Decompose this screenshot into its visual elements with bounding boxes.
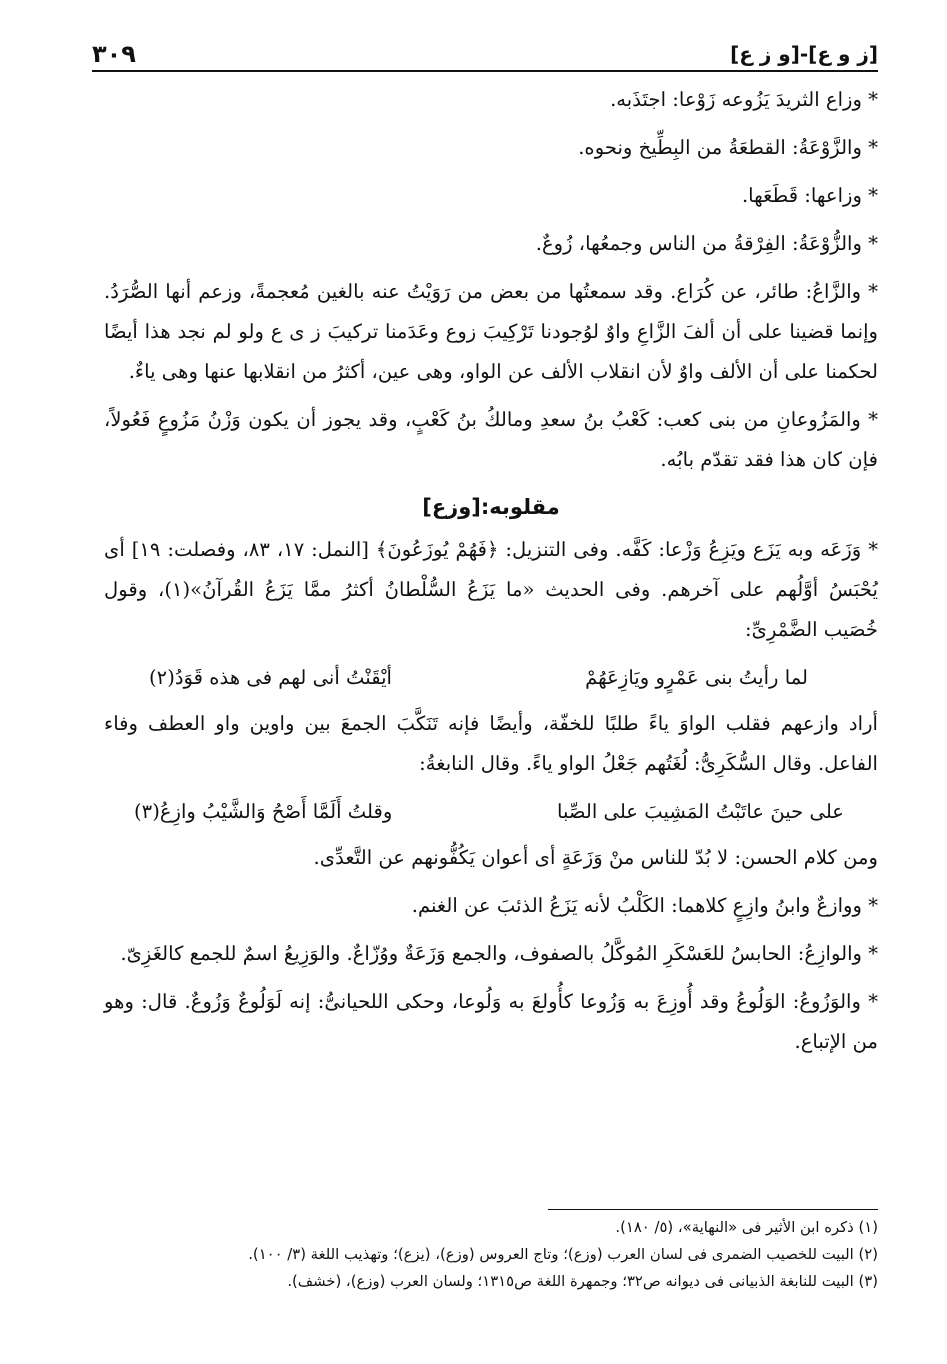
footnote: (٢) البيت للخصيب الضمرى فى لسان العرب (وزع)؛ وتاج العروس (وزع)، (يزع)؛ وتهذيب اللغة (٣/ ١٠٠). (248, 1246, 878, 1263)
poetry-verse (104, 792, 878, 832)
entry-paragraph: ومن كلام الحسن: لا بُدّ للناس منْ وَزَعَةٍ أى أعوان يَكُفُّونهم عن التَّعدِّى. (313, 846, 878, 869)
footnote-divider (548, 1209, 878, 1210)
entry-paragraph: * والوَزُوعُ: الوَلُوعُ وقد أُوزِعَ به وَزُوعا كأُولعَ به وَلُوعا، وحكى اللحيانىُّ: إنه لَوَلُوعٌ وَزُوعٌ. قال: وهو من الإتباع. (104, 990, 878, 1053)
verse-hemistich-second: أيْقَنْتُ أنى لهم فى هذه قَوَدُ(٢) (149, 666, 392, 689)
page-number: ٣٠٩ (92, 40, 136, 68)
entry-paragraph: * وزاع الثريدَ يَزُوعه زَوْعا: اجتَذَبه. (610, 88, 878, 111)
verse-hemistich-first: لما رأيتُ بنى عَمْرٍو ويَازِعَهُمْ (585, 666, 808, 689)
entry-paragraph: * وزاعها: قَطَعَها. (741, 184, 878, 207)
verse-hemistich-second: وقلتُ أَلَمَّا أَصْحُ وَالشَّيْبُ وازِعُ(٣) (134, 800, 393, 823)
entry-paragraph: * والوازِعُ: الحابسُ للعَسْكَرِ المُوكَّلُ بالصفوف، والجمع وَزَعَةٌ ووُزّاعٌ. والوَزِيعُ اسمٌ للجمع كالغَزِىّ. (120, 942, 878, 965)
header-root-label: [ز و ع]-[و ز ع] (730, 42, 878, 66)
footnote: (١) ذكره ابن الأثير فى «النهاية»، (٥/ ١٨٠). (615, 1219, 878, 1236)
entry-paragraph: * وَزَعَه وبه يَزَع ويَزِعُ وَزْعا: كَفَّه. وفى التنزيل: ﴿فَهُمْ يُوزَعُونَ﴾ [النمل: ١٧، ٨٣، وفصلت: ١٩] أى يُحْبَسُ أوَّلُهم على آخرهم. وفى الحديث «ما يَزَعُ السُّلْطانُ أكثرُ ممَّا يَزَعُ القُرآنُ»(١)، وقول خُصَيب الضَّمْرِىِّ: (104, 538, 878, 641)
footnotes (104, 1214, 878, 1295)
entry-paragraph: * والزَّوْعَةُ: القطعَةُ من البِطِّيخ ونحوه. (578, 136, 878, 159)
entry-paragraph: * والزُّوْعَةُ: الفِرْقةُ من الناس وجمعُها، زُوعٌ. (535, 232, 878, 255)
entry-paragraph: * والمَزُوعانِ من بنى كعب: كَعْبُ بنُ سعدِ ومالكُ بنُ كَعْبٍ، وقد يجوز أن يكون وَزْنُ مَزُوعٍ فَعُولاً، فإن كان هذا فقد تقدّم بابُه. (104, 408, 878, 471)
entry-paragraph: أراد وازعهم فقلب الواوَ ياءً طلبًا للخفّة، وأيضًا فإنه تَنَكَّبَ الجمعَ بين واوين واو العطف وفاء الفاعل. وقال السُّكَرِىُّ: لُغَتُهم جَعْلُ الواو ياءً. وقال النابغةُ: (104, 712, 878, 775)
footnote: (٣) البيت للنابغة الذبيانى فى ديوانه ص٣٢؛ وجمهرة اللغة ص١٣١٥؛ ولسان العرب (وزع)، (خشف). (287, 1273, 878, 1290)
poetry-verse (104, 658, 878, 698)
verse-hemistich-first: على حينَ عاتَبْتُ المَشِيبَ على الصِّبا (556, 800, 844, 823)
page-header (92, 28, 878, 72)
entry-paragraph: * ووازعٌ وابنُ وازِعٍ كلاهما: الكَلْبُ لأنه يَزَعُ الذئبَ عن الغنم. (411, 894, 878, 917)
section-title: مقلوبه:[وزع] (422, 495, 560, 519)
page-body (104, 80, 878, 1070)
entry-paragraph: * والزَّاعُ: طائر، عن كُرَاع. وقد سمعتُها من بعض من رَوَيْتُ عنه بالغين مُعجمةً، وزعم أنها الصُّرَدُ. وإنما قضينا على أن ألفَ الزَّاعِ واوٌ لوُجودنا تَرْكِيبَ زوع وعَدَمنا تركيبَ ز ى ع ولو لم نجد هذا أيضًا لحكمنا على أن الألف واوٌ لأن انقلاب الألف عن الواو، وهى عين، أكثرُ من انقلابها عنها وهى ياءٌ. (104, 280, 878, 383)
